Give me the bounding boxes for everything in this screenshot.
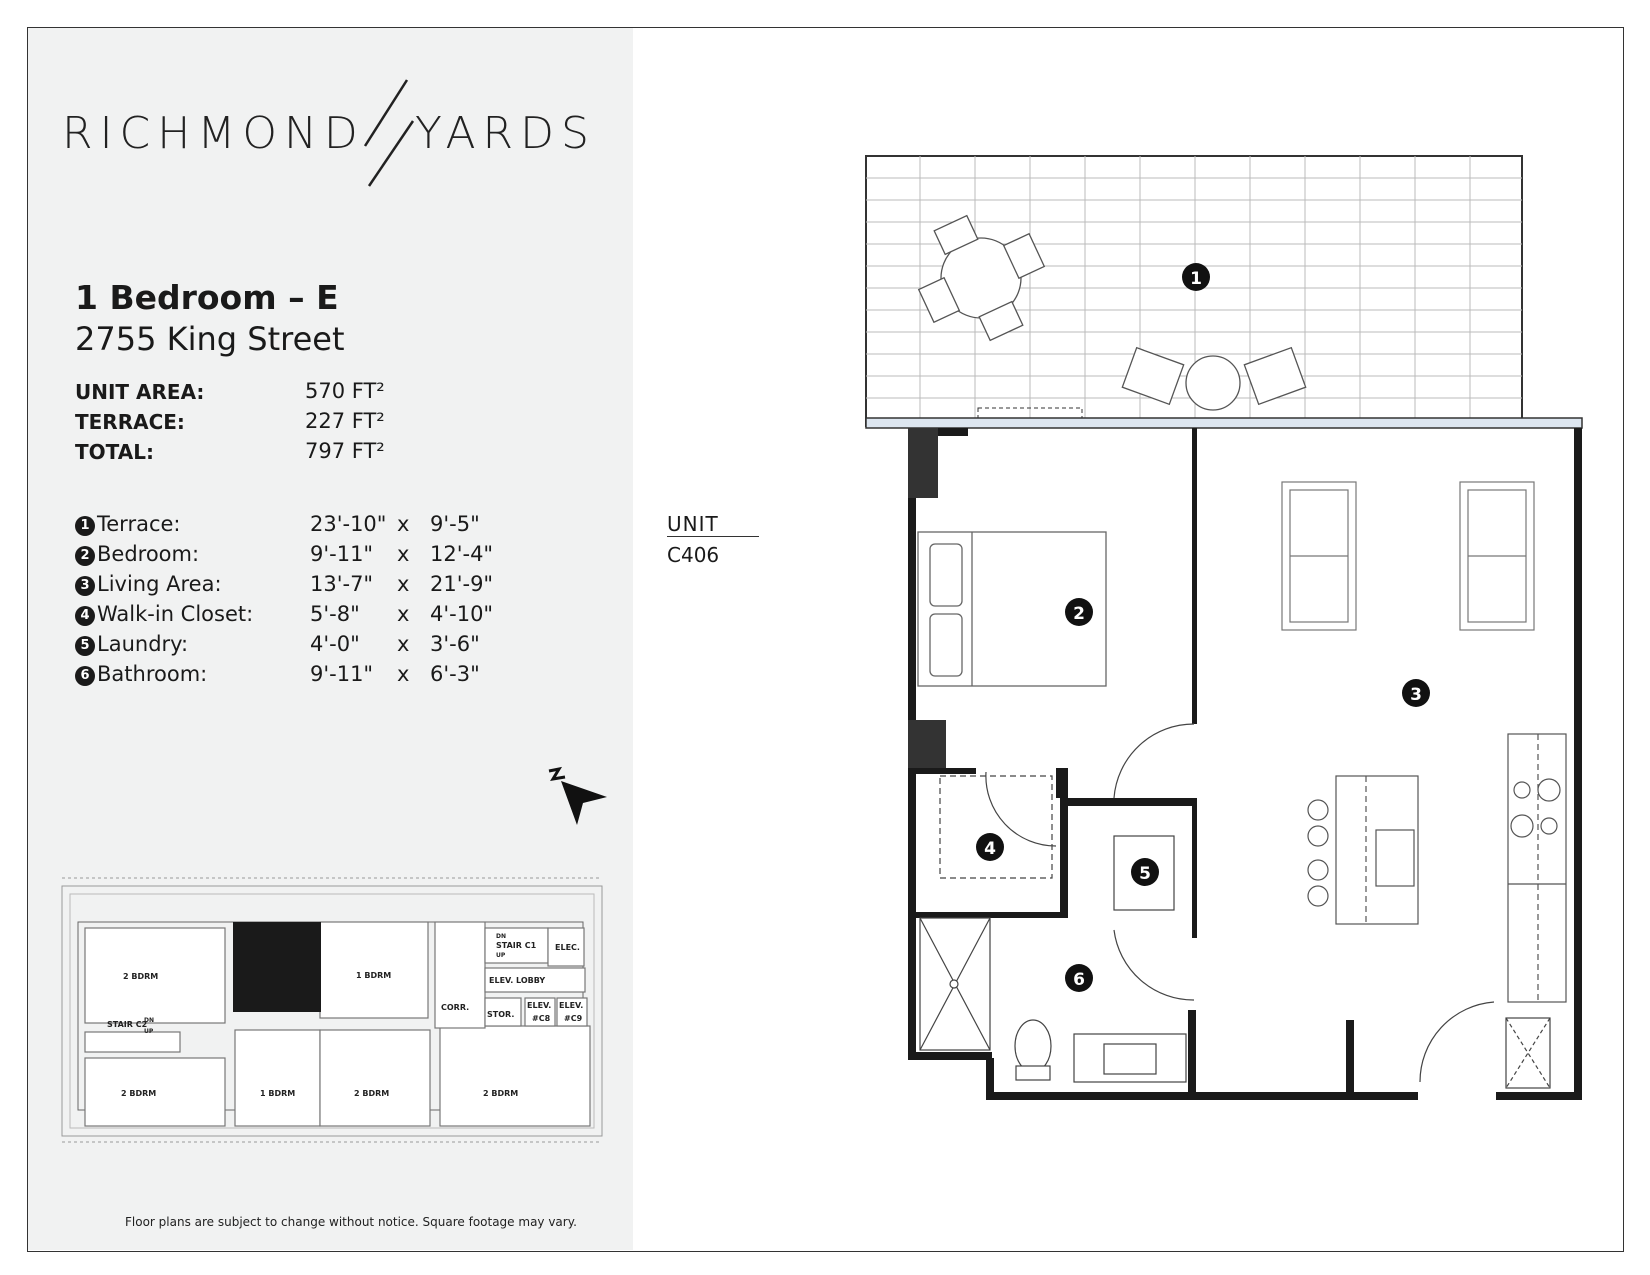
key-label: ELEV. LOBBY: [489, 976, 546, 985]
room-number-badge: 6: [75, 666, 95, 686]
room-dim-2: 6'-3": [430, 662, 480, 686]
unit-address: 2755 King Street: [75, 320, 345, 358]
key-label: STAIR C1: [496, 941, 537, 950]
unit-title: 1 Bedroom – E: [75, 278, 339, 317]
room-dim-1: 23'-10": [310, 512, 387, 536]
room-marker-4: 4: [984, 839, 996, 859]
room-marker-6: 6: [1073, 970, 1085, 990]
room-marker-1: 1: [1190, 269, 1202, 289]
room-marker-3: 3: [1410, 685, 1422, 705]
room-number-badge: 4: [75, 606, 95, 626]
room-name: Terrace:: [97, 512, 181, 536]
key-label: CORR.: [441, 1003, 470, 1012]
room-dim-sep: x: [397, 602, 410, 626]
key-label: UP: [144, 1028, 154, 1035]
room-dim-1: 9'-11": [310, 662, 374, 686]
room-marker-2: 2: [1073, 604, 1085, 624]
key-label: DN: [496, 933, 507, 940]
room-dim-2: 3'-6": [430, 632, 480, 656]
area-label-total: TOTAL:: [75, 440, 154, 464]
room-name: Bedroom:: [97, 542, 200, 566]
room-dim-sep: x: [397, 632, 410, 656]
area-label-terrace: TERRACE:: [75, 410, 185, 434]
room-dim-sep: x: [397, 512, 410, 536]
key-label: ELEC.: [555, 943, 580, 952]
room-dim-sep: x: [397, 572, 410, 596]
kitchen: [1308, 734, 1566, 1002]
room-number-badge: 1: [75, 516, 95, 536]
key-label: 2 BDRM: [121, 1089, 157, 1098]
area-value-total: 797 FT²: [305, 439, 385, 463]
room-number-badge: 2: [75, 546, 95, 566]
key-label: ELEV.: [527, 1001, 552, 1010]
key-label: 1 BDRM: [356, 971, 392, 980]
key-label: STAIR C2: [107, 1020, 148, 1029]
area-value-terrace: 227 FT²: [305, 409, 385, 433]
bathroom-fixtures: [920, 776, 1550, 1088]
key-label: 1 BDRM: [260, 1089, 296, 1098]
key-label: 2 BDRM: [483, 1089, 519, 1098]
room-dim-sep: x: [397, 542, 410, 566]
room-dim-1: 5'-8": [310, 602, 360, 626]
key-label: ELEV.: [559, 1001, 584, 1010]
room-name: Bathroom:: [97, 662, 208, 686]
key-label: DN: [144, 1017, 155, 1024]
room-marker-5: 5: [1139, 864, 1151, 884]
disclaimer-text: Floor plans are subject to change without notice. Square footage may vary.: [125, 1215, 577, 1229]
area-label-unit: UNIT AREA:: [75, 380, 205, 404]
unit-label: UNIT: [667, 512, 719, 536]
room-dim-1: 4'-0": [310, 632, 360, 656]
sofas: [1282, 482, 1534, 630]
key-label: 2 BDRM: [123, 972, 159, 981]
unit-number: C406: [667, 543, 720, 567]
room-number-badge: 5: [75, 636, 95, 656]
room-dim-1: 9'-11": [310, 542, 374, 566]
key-label: UP: [496, 952, 506, 959]
key-label: #C8: [532, 1014, 551, 1023]
room-dim-2: 21'-9": [430, 572, 494, 596]
room-dim-2: 9'-5": [430, 512, 480, 536]
key-label: STOR.: [487, 1010, 515, 1019]
brand-left: RICHMOND: [62, 108, 365, 159]
room-name: Living Area:: [97, 572, 222, 596]
room-dim-1: 13'-7": [310, 572, 374, 596]
room-dim-2: 4'-10": [430, 602, 494, 626]
area-value-unit: 570 FT²: [305, 379, 385, 403]
room-name: Walk-in Closet:: [97, 602, 254, 626]
room-number-badge: 3: [75, 576, 95, 596]
key-label: #C9: [564, 1014, 583, 1023]
room-name: Laundry:: [97, 632, 189, 656]
key-label: 2 BDRM: [354, 1089, 390, 1098]
room-dim-2: 12'-4": [430, 542, 494, 566]
brand-right: YARDS: [415, 108, 596, 159]
room-dim-sep: x: [397, 662, 410, 686]
